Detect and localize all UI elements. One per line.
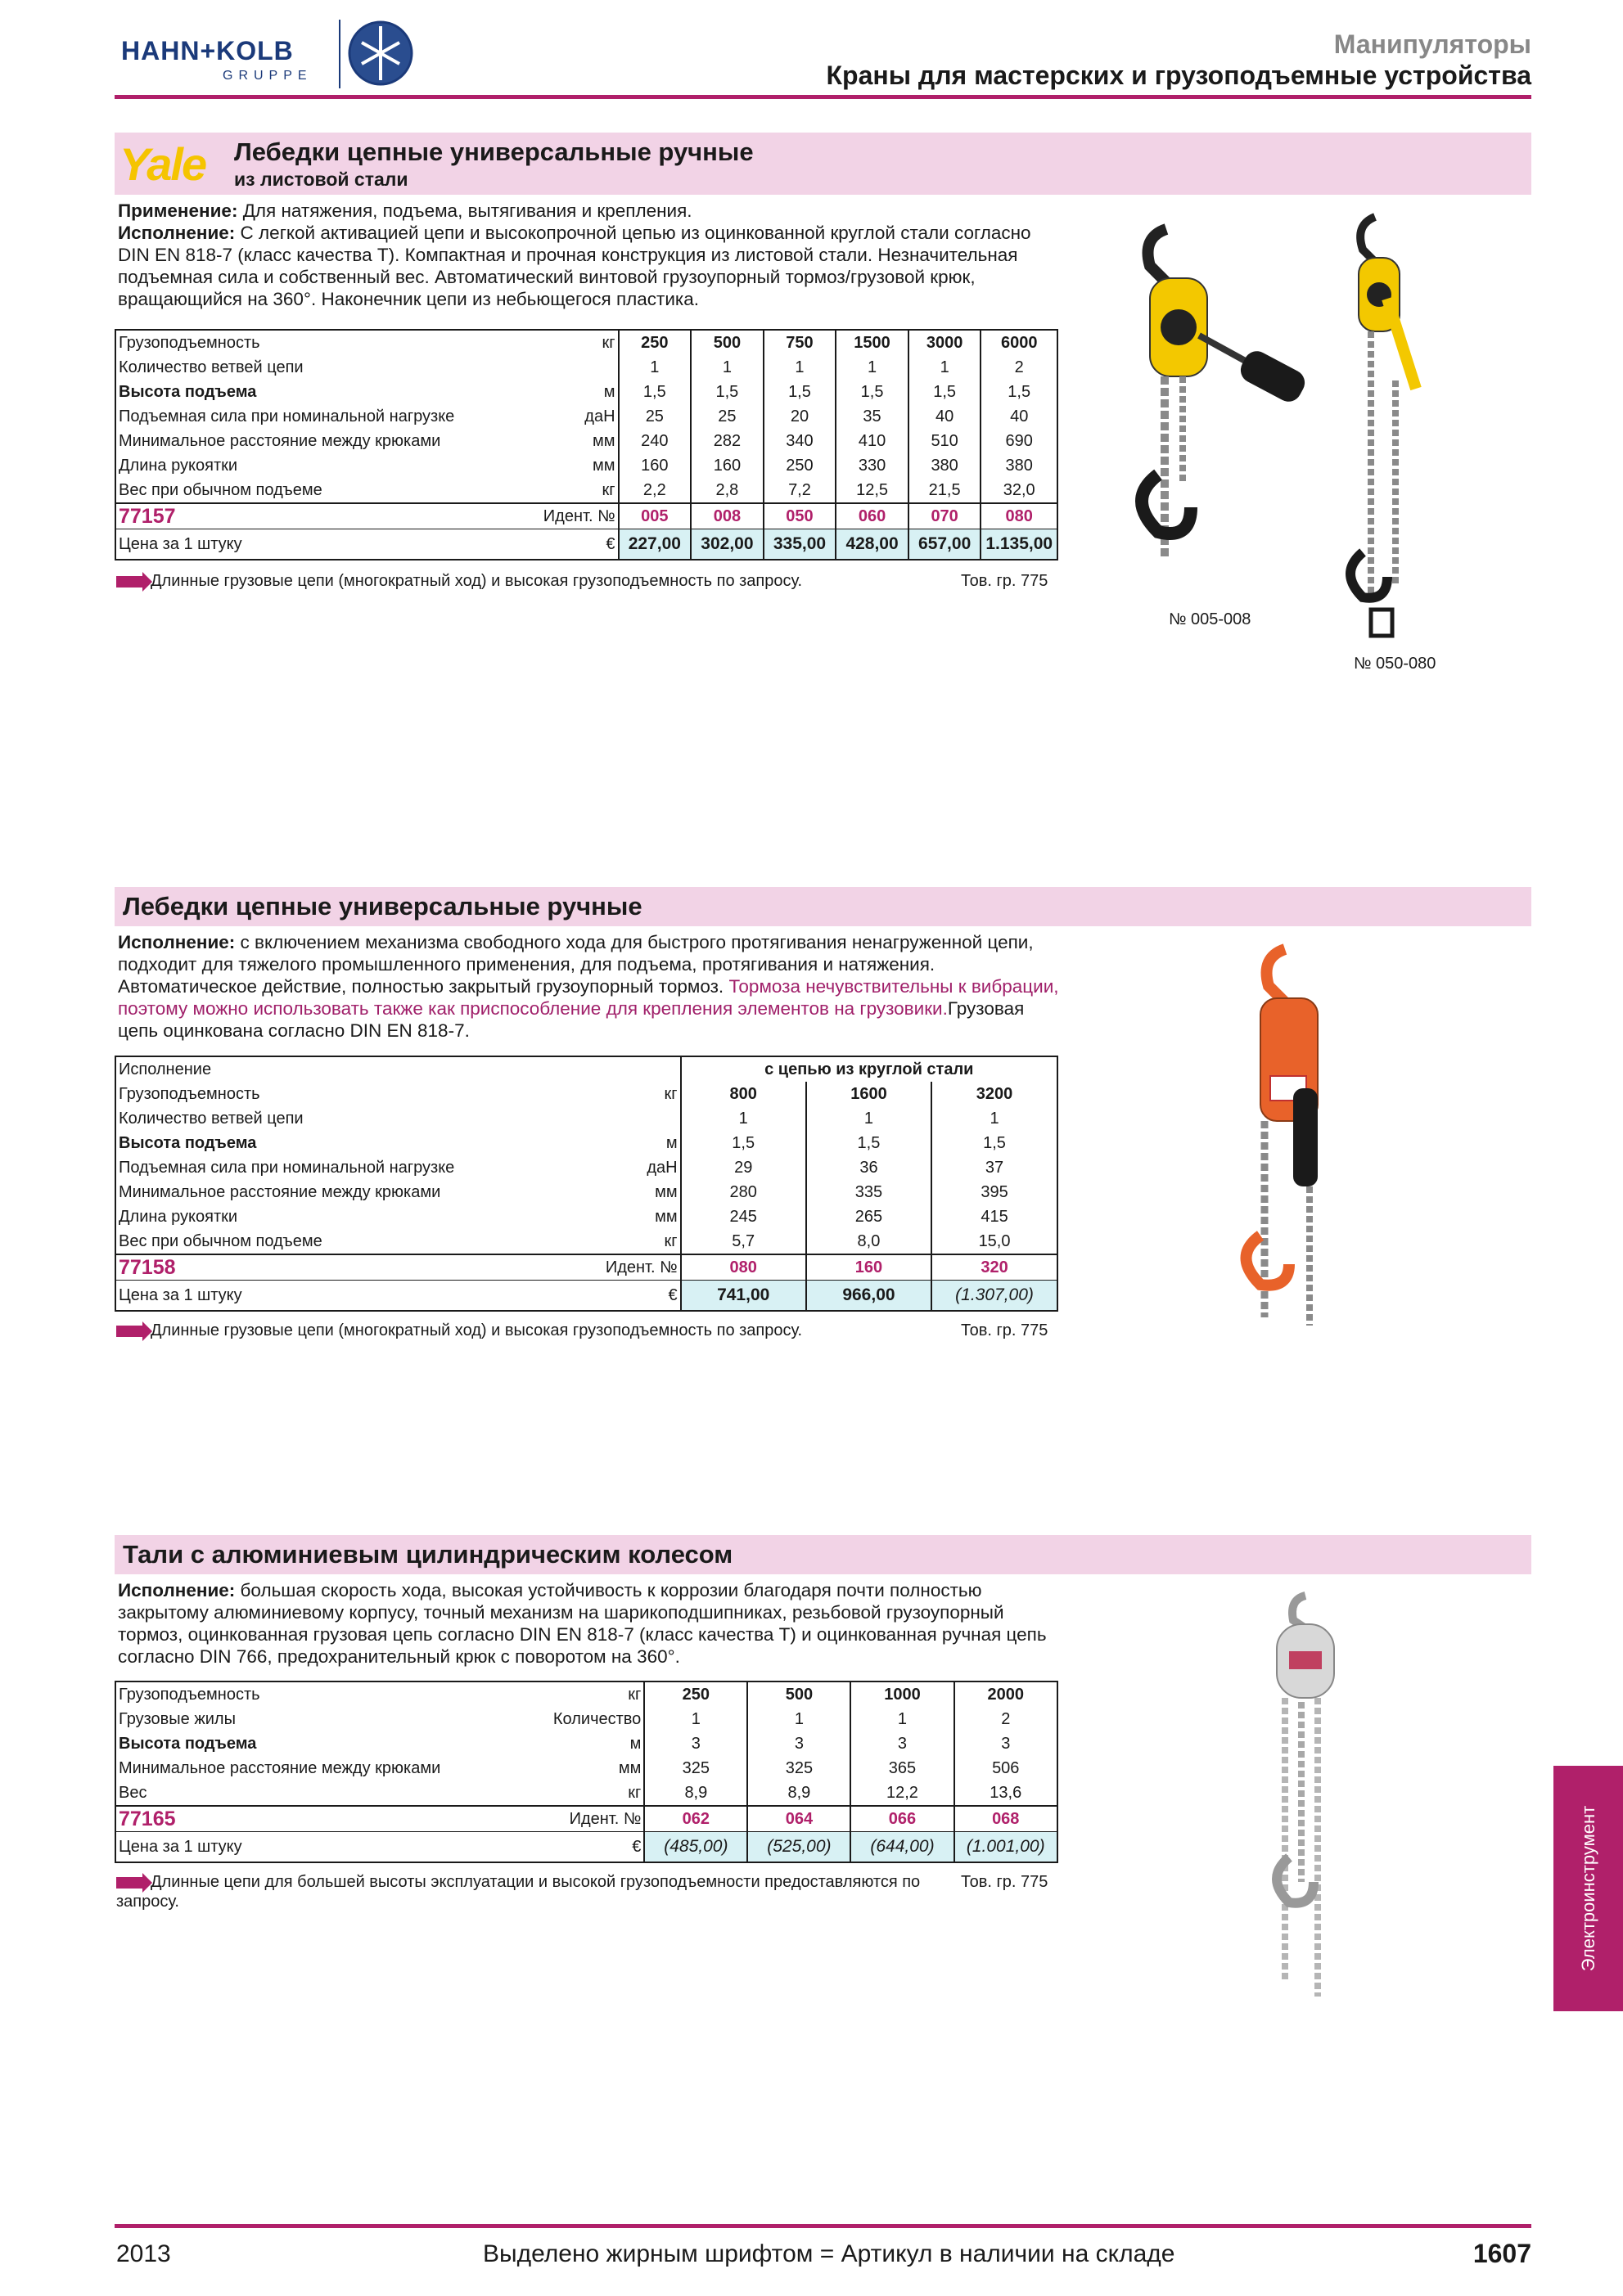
- cell-value: 2,2: [619, 478, 692, 503]
- article-number: 77165: [115, 1806, 551, 1832]
- row-label: Минимальное расстояние между крюками: [119, 432, 441, 450]
- cell-value: 250: [644, 1681, 747, 1707]
- ident-value: 062: [644, 1806, 747, 1832]
- cell-value: 21,5: [908, 478, 981, 503]
- currency: €: [551, 1832, 644, 1863]
- cell-value: 500: [747, 1681, 850, 1707]
- row-unit: мм: [603, 1204, 681, 1229]
- table-row: [115, 1756, 1057, 1781]
- cell-value: 1: [908, 355, 981, 380]
- cell-value: 282: [691, 429, 764, 453]
- row-label: Грузоподъемность: [119, 1686, 260, 1704]
- row-unit: м: [603, 1131, 681, 1155]
- ident-value: 005: [619, 503, 692, 529]
- logo-text: HAHN+KOLB: [121, 36, 294, 65]
- orange-lever-hoist-image: [1228, 941, 1359, 1334]
- cell-value: 380: [908, 453, 981, 478]
- spec-table-77158: [115, 1056, 1058, 1312]
- execution-paragraph: [118, 222, 1067, 310]
- price-label: Цена за 1 штуку: [115, 529, 541, 560]
- currency: €: [603, 1281, 681, 1312]
- yellow-lever-hoist-image: [1117, 213, 1314, 606]
- note-arrow-icon: [116, 1877, 144, 1889]
- execution-label: Исполнение:: [118, 932, 236, 952]
- table-row: [115, 1106, 1057, 1131]
- row-unit: кг: [541, 330, 619, 355]
- row-label: Высота подъема: [119, 1735, 257, 1753]
- price-row: [115, 529, 1057, 560]
- cell-value: 395: [931, 1180, 1057, 1204]
- caption-005-008: № 005-008: [1169, 610, 1251, 628]
- note-arrow-icon: [116, 576, 144, 588]
- price-value: (485,00): [644, 1832, 747, 1863]
- table-row: [115, 1229, 1057, 1254]
- price-value: 657,00: [908, 529, 981, 560]
- yellow-lever-hoist-large-image: [1326, 209, 1440, 651]
- row-unit: кг: [603, 1082, 681, 1106]
- table-row: [115, 1180, 1057, 1204]
- price-value: 302,00: [691, 529, 764, 560]
- cell-value: 3200: [931, 1082, 1057, 1106]
- row-unit: мм: [541, 429, 619, 453]
- exec-value: с цепью из круглой стали: [681, 1056, 1057, 1082]
- ident-value: 060: [836, 503, 908, 529]
- ident-value: 080: [981, 503, 1057, 529]
- price-value: 741,00: [681, 1281, 806, 1312]
- cell-value: 2,8: [691, 478, 764, 503]
- cell-value: 325: [747, 1756, 850, 1781]
- row-label: Минимальное расстояние между крюками: [119, 1759, 441, 1777]
- footer-rule: [115, 2224, 1531, 2228]
- cell-value: 160: [691, 453, 764, 478]
- spec-table-77157: [115, 329, 1058, 560]
- row-label: Длина рукоятки: [119, 457, 238, 475]
- table-row: [115, 1731, 1057, 1756]
- cell-value: 1,5: [931, 1131, 1057, 1155]
- section-2-title: Лебедки цепные универсальные ручные: [123, 892, 642, 921]
- execution-tail: Грузовая цепь оцинкована согласно DIN EN 818-7.: [118, 998, 1025, 1041]
- row-unit: [603, 1056, 681, 1082]
- table-row: [115, 1681, 1057, 1707]
- article-number: 77158: [115, 1254, 603, 1281]
- cell-value: 7,2: [764, 478, 836, 503]
- cell-value: 1,5: [908, 380, 981, 404]
- side-tab-power-tools[interactable]: [1553, 1766, 1623, 2011]
- section-1-subtitle: из листовой стали: [234, 169, 408, 190]
- ident-value: 160: [806, 1254, 931, 1281]
- cell-value: 1,5: [619, 380, 692, 404]
- table-row: [115, 478, 1057, 503]
- table-row: [115, 1056, 1057, 1082]
- table-row: [115, 1204, 1057, 1229]
- product-group: Тов. гр. 775: [961, 1321, 1048, 1339]
- table-row: [115, 404, 1057, 429]
- cell-value: 6000: [981, 330, 1057, 355]
- price-value: (644,00): [850, 1832, 954, 1863]
- cell-value: 2: [954, 1707, 1058, 1731]
- table-row: [115, 1707, 1057, 1731]
- row-label: Грузовые жилы: [119, 1710, 236, 1728]
- caption-050-080: № 050-080: [1354, 655, 1436, 673]
- cell-value: 3: [954, 1731, 1058, 1756]
- price-label: Цена за 1 штуку: [115, 1832, 551, 1863]
- cell-value: 40: [981, 404, 1057, 429]
- ident-label: Идент. №: [603, 1254, 681, 1281]
- cell-value: 8,9: [747, 1781, 850, 1806]
- table-row: [115, 380, 1057, 404]
- cell-value: 1: [764, 355, 836, 380]
- cell-value: 1: [836, 355, 908, 380]
- table-row: [115, 1082, 1057, 1106]
- ident-value: 080: [681, 1254, 806, 1281]
- table-row: [115, 1155, 1057, 1180]
- cell-value: 340: [764, 429, 836, 453]
- row-unit: м: [541, 380, 619, 404]
- row-label: Подъемная сила при номинальной нагрузке: [119, 1159, 455, 1177]
- application-label: Применение:: [118, 200, 238, 221]
- cell-value: 380: [981, 453, 1057, 478]
- table-row: [115, 1781, 1057, 1806]
- row-unit: кг: [551, 1781, 644, 1806]
- row-label: Вес: [119, 1784, 147, 1802]
- currency: €: [541, 529, 619, 560]
- row-unit: мм: [603, 1180, 681, 1204]
- row-label: Грузоподъемность: [119, 1085, 260, 1103]
- table-row: [115, 429, 1057, 453]
- table-row: [115, 1131, 1057, 1155]
- cell-value: 37: [931, 1155, 1057, 1180]
- price-value: (525,00): [747, 1832, 850, 1863]
- row-label: Количество ветвей цепи: [119, 358, 304, 376]
- cell-value: 3: [644, 1731, 747, 1756]
- cell-value: 800: [681, 1082, 806, 1106]
- cell-value: 1,5: [981, 380, 1057, 404]
- cell-value: 29: [681, 1155, 806, 1180]
- cell-value: 1500: [836, 330, 908, 355]
- ident-value: 068: [954, 1806, 1058, 1832]
- logo-divider: [339, 20, 340, 88]
- table-row: [115, 453, 1057, 478]
- spec-table-77165: [115, 1681, 1058, 1863]
- row-unit: даН: [541, 404, 619, 429]
- cell-value: 330: [836, 453, 908, 478]
- row-label: Исполнение: [119, 1060, 212, 1078]
- execution-text: с включением механизма свободного хода для быстрого протягивания ненагруженной цепи, подходит для тяжелого промышленного применения, для подъема, протягивания и натяжения. Автоматическое действие, полностью закрытый грузоупорный тормоз.: [118, 932, 1034, 997]
- side-tab-label: Электроинструмент: [1577, 1805, 1598, 1972]
- cell-value: 500: [691, 330, 764, 355]
- section-2-note: [116, 1321, 1057, 1340]
- section-1-note: [116, 571, 1057, 591]
- execution-label: Исполнение:: [118, 1580, 236, 1600]
- cell-value: 1: [747, 1707, 850, 1731]
- ident-value: 050: [764, 503, 836, 529]
- cell-value: 1600: [806, 1082, 931, 1106]
- row-unit: м: [551, 1731, 644, 1756]
- cell-value: 8,9: [644, 1781, 747, 1806]
- row-unit: кг: [603, 1229, 681, 1254]
- row-unit: [603, 1106, 681, 1131]
- cell-value: 1: [806, 1106, 931, 1131]
- cell-value: 335: [806, 1180, 931, 1204]
- note-arrow-icon: [116, 1326, 144, 1337]
- cell-value: 1: [850, 1707, 954, 1731]
- cell-value: 3: [850, 1731, 954, 1756]
- cell-value: 25: [691, 404, 764, 429]
- cell-value: 40: [908, 404, 981, 429]
- section-1-title: Лебедки цепные универсальные ручные: [234, 137, 754, 166]
- ident-value: 008: [691, 503, 764, 529]
- row-label: Длина рукоятки: [119, 1208, 238, 1226]
- cell-value: 3: [747, 1731, 850, 1756]
- row-unit: даН: [603, 1155, 681, 1180]
- cell-value: 250: [619, 330, 692, 355]
- cell-value: 1,5: [764, 380, 836, 404]
- note-text: Длинные цепи для большей высоты эксплуатации и высокой грузоподъемности предоставляются по запросу.: [116, 1873, 921, 1911]
- cell-value: 325: [644, 1756, 747, 1781]
- cell-value: 25: [619, 404, 692, 429]
- cell-value: 8,0: [806, 1229, 931, 1254]
- cell-value: 750: [764, 330, 836, 355]
- cell-value: 13,6: [954, 1781, 1058, 1806]
- section-3-title: Тали с алюминиевым цилиндрическим колесом: [123, 1540, 733, 1569]
- execution-highlight: Тормоза нечувствительны к вибрации, поэтому можно использовать также как приспособление для крепления элементов на грузовики.: [118, 976, 1059, 1019]
- price-value: 428,00: [836, 529, 908, 560]
- cell-value: 1: [681, 1106, 806, 1131]
- cell-value: 35: [836, 404, 908, 429]
- article-number: 77157: [115, 503, 541, 529]
- header-rule: [115, 95, 1531, 99]
- application-text: Для натяжения, подъема, вытягивания и крепления.: [237, 200, 692, 221]
- cell-value: 1: [931, 1106, 1057, 1131]
- cell-value: 32,0: [981, 478, 1057, 503]
- ident-value: 066: [850, 1806, 954, 1832]
- price-value: (1.001,00): [954, 1832, 1058, 1863]
- row-label: Количество ветвей цепи: [119, 1110, 304, 1128]
- cell-value: 1: [644, 1707, 747, 1731]
- execution-text: большая скорость хода, высокая устойчивость к коррозии благодаря почти полностью закрытому алюминиевому корпусу, точный механизм на шарикоподшипниках, резьбовой грузоупорный тормоз, оцинкованная грузовая цепь согласно DIN EN 818-7 (класс качества T) и оцинкованная ручная цепь согласно DIN 766, предохранительный крюк с поворотом на 360°.: [118, 1580, 1047, 1667]
- cell-value: 510: [908, 429, 981, 453]
- cell-value: 1,5: [681, 1131, 806, 1155]
- footer-legend: Выделено жирным шрифтом = Артикул в наличии на складе: [483, 2240, 1175, 2267]
- cell-value: 410: [836, 429, 908, 453]
- cell-value: 1000: [850, 1681, 954, 1707]
- section-2-description: [118, 931, 1059, 1042]
- row-unit: мм: [551, 1756, 644, 1781]
- cell-value: 20: [764, 404, 836, 429]
- price-value: 227,00: [619, 529, 692, 560]
- cell-value: 280: [681, 1180, 806, 1204]
- cell-value: 1,5: [691, 380, 764, 404]
- ident-row: [115, 1806, 1057, 1832]
- cell-value: 240: [619, 429, 692, 453]
- cell-value: 12,5: [836, 478, 908, 503]
- cell-value: 265: [806, 1204, 931, 1229]
- note-text: Длинные грузовые цепи (многократный ход) и высокая грузоподъемность по запросу.: [151, 1321, 803, 1339]
- application-paragraph: [118, 200, 1067, 222]
- price-label: Цена за 1 штуку: [115, 1281, 603, 1312]
- row-label: Высота подъема: [119, 1134, 257, 1152]
- cell-value: 1: [619, 355, 692, 380]
- cell-value: 3000: [908, 330, 981, 355]
- cell-value: 5,7: [681, 1229, 806, 1254]
- cell-value: 365: [850, 1756, 954, 1781]
- row-label: Вес при обычном подъеме: [119, 481, 322, 499]
- row-label: Высота подъема: [119, 383, 257, 401]
- cell-value: 15,0: [931, 1229, 1057, 1254]
- cell-value: 1: [691, 355, 764, 380]
- cell-value: 1,5: [806, 1131, 931, 1155]
- row-unit: кг: [541, 478, 619, 503]
- cell-value: 415: [931, 1204, 1057, 1229]
- price-value: 335,00: [764, 529, 836, 560]
- ident-value: 064: [747, 1806, 850, 1832]
- hk-logo-icon: [347, 20, 414, 87]
- row-unit: [541, 355, 619, 380]
- ident-row: [115, 1254, 1057, 1281]
- row-label: Минимальное расстояние между крюками: [119, 1183, 441, 1201]
- row-label: Грузоподъемность: [119, 334, 260, 352]
- section-3-description: [118, 1579, 1059, 1668]
- row-label: Вес при обычном подъеме: [119, 1232, 322, 1250]
- price-row: [115, 1832, 1057, 1863]
- row-unit: мм: [541, 453, 619, 478]
- logo-subtitle: GRUPPE: [223, 69, 313, 83]
- ident-value: 070: [908, 503, 981, 529]
- ident-label: Идент. №: [551, 1806, 644, 1832]
- note-text: Длинные грузовые цепи (многократный ход) и высокая грузоподъемность по запросу.: [151, 572, 803, 590]
- header-category: Манипуляторы: [1333, 29, 1531, 59]
- ident-label: Идент. №: [541, 503, 619, 529]
- cell-value: 160: [619, 453, 692, 478]
- section-1-description: [118, 200, 1067, 310]
- execution-text: С легкой активацией цепи и высокопрочной цепью из оцинкованной круглой стали согласно DIN EN 818-7 (класс качества T). Компактная и прочная конструкция из листовой стали. Незначительная подъемная сила и собственный вес. Автоматический винтовой грузоупорный тормоз/грузовой крюк, вращающийся на 360°. Наконечник цепи из небьющегося пластика.: [118, 223, 1031, 309]
- footer-year: 2013: [116, 2240, 171, 2267]
- cell-value: 2: [981, 355, 1057, 380]
- row-unit: Количество: [551, 1707, 644, 1731]
- ident-value: 320: [931, 1254, 1057, 1281]
- section-3-note: [116, 1872, 935, 1911]
- cell-value: 12,2: [850, 1781, 954, 1806]
- ident-row: [115, 503, 1057, 529]
- execution-label: Исполнение:: [118, 223, 236, 243]
- aluminium-chain-hoist-image: [1244, 1587, 1367, 2013]
- price-value: 966,00: [806, 1281, 931, 1312]
- cell-value: 1,5: [836, 380, 908, 404]
- cell-value: 2000: [954, 1681, 1058, 1707]
- price-value: 1.135,00: [981, 529, 1057, 560]
- product-group: Тов. гр. 775: [961, 1873, 1048, 1891]
- cell-value: 245: [681, 1204, 806, 1229]
- table-row: [115, 355, 1057, 380]
- cell-value: 690: [981, 429, 1057, 453]
- page-number: 1607: [1472, 2239, 1531, 2268]
- cell-value: 250: [764, 453, 836, 478]
- header-subcategory: Краны для мастерских и грузоподъемные устройства: [826, 61, 1531, 90]
- yale-logo: Yale: [119, 138, 206, 190]
- product-group: Тов. гр. 775: [961, 572, 1048, 590]
- row-label: Подъемная сила при номинальной нагрузке: [119, 407, 455, 425]
- cell-value: 506: [954, 1756, 1058, 1781]
- cell-value: 36: [806, 1155, 931, 1180]
- price-value: (1.307,00): [931, 1281, 1057, 1312]
- price-row: [115, 1281, 1057, 1312]
- row-unit: кг: [551, 1681, 644, 1707]
- table-row: [115, 330, 1057, 355]
